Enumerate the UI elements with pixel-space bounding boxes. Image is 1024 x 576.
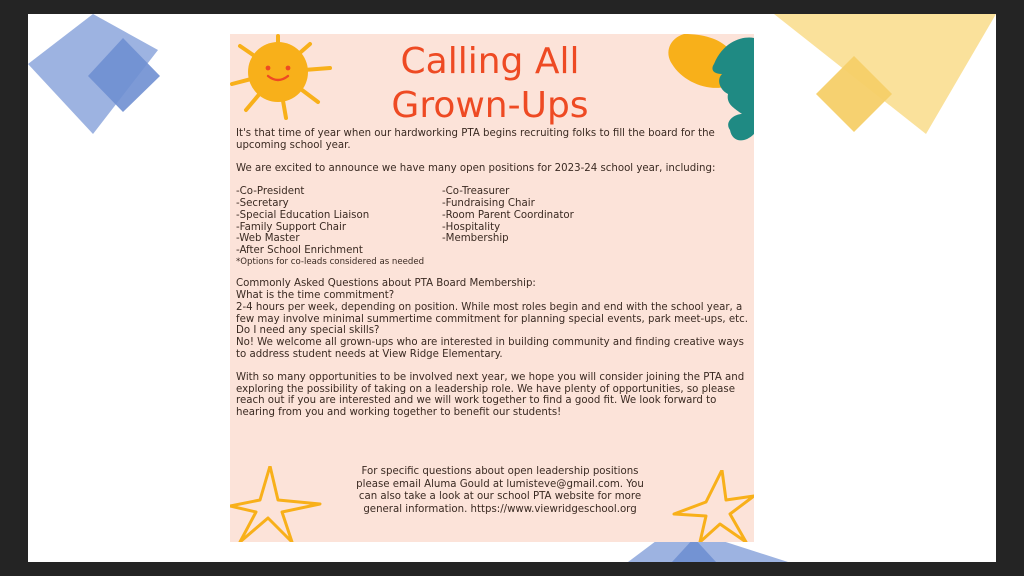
position-item: -Secretary xyxy=(236,198,289,210)
flyer-title-line2: Grown-Ups xyxy=(391,85,589,126)
position-item: -Fundraising Chair xyxy=(442,198,535,210)
position-item: -Family Support Chair xyxy=(236,221,347,233)
positions-list xyxy=(236,186,748,256)
faq-answer-2: No! We welcome all grown-ups who are interested in building community and finding creative ways to address student needs at View Ridge Elementary. xyxy=(236,336,744,360)
faq-question-1: What is the time commitment? xyxy=(236,290,395,302)
contact-info: For specific questions about open leadership positions please email Aluma Gould at lumisteve@gmail.com. You can also take a look at our school PTA website for more general information. https://www.viewridgeschool.org xyxy=(356,466,644,515)
positions-left-column xyxy=(236,186,442,256)
starburst-icon-right xyxy=(670,470,754,542)
position-item: -After School Enrichment xyxy=(236,245,363,256)
position-item: -Room Parent Coordinator xyxy=(442,209,574,221)
closing-paragraph: With so many opportunities to be involved next year, we hope you will consider joining the PTA and exploring the possibility of taking on a leadership role. We have plenty of opportunities, so please reach out if you are interested and we will work together to find a good fit. We look forward to hearing from you and working together to benefit our students! xyxy=(236,372,745,419)
flyer-body xyxy=(236,128,748,419)
flyer-title-line1: Calling All xyxy=(400,41,580,82)
faq-question-2: Do I need any special skills? xyxy=(236,325,380,337)
position-item: -Co-Treasurer xyxy=(442,186,510,198)
announce-paragraph: We are excited to announce we have many open positions for 2023-24 school year, including: xyxy=(236,163,716,175)
intro-paragraph: It's that time of year when our hardworking PTA begins recruiting folks to fill the board for the upcoming school year. xyxy=(236,128,715,151)
options-note: *Options for co-leads considered as needed xyxy=(236,256,425,267)
blue-diamond-small xyxy=(88,38,168,118)
pta-flyer xyxy=(230,34,754,542)
position-item: -Web Master xyxy=(236,233,300,245)
position-item: -Special Education Liaison xyxy=(236,209,370,221)
faq-answer-1: 2-4 hours per week, depending on position. While most roles begin and end with the school year, a few may involve minimal summertime commitment for planning special events, park meet-ups, etc. xyxy=(236,301,749,325)
positions-right-column xyxy=(442,186,742,256)
position-item: -Co-President xyxy=(236,186,305,198)
position-item: -Membership xyxy=(442,233,509,245)
sun-icon xyxy=(230,34,346,120)
yellow-diamond-small xyxy=(814,56,894,136)
starburst-icon-left xyxy=(230,466,326,542)
position-item: -Hospitality xyxy=(442,221,501,233)
faq-heading: Commonly Asked Questions about PTA Board Membership: xyxy=(236,278,536,290)
